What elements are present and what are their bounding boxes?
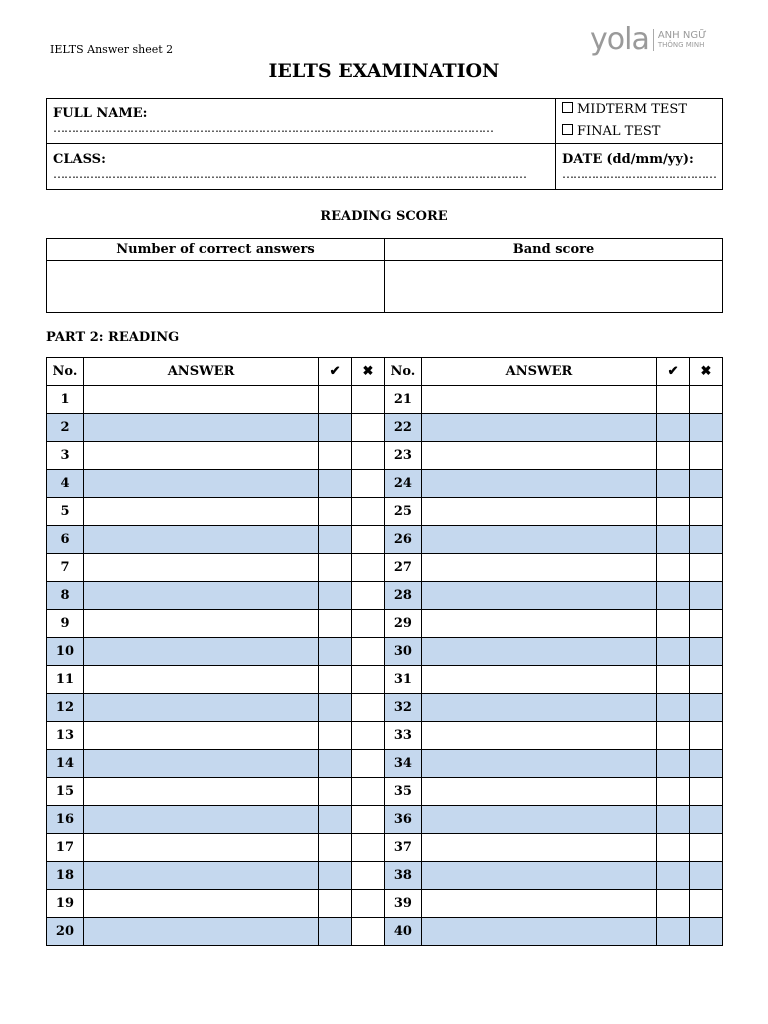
answer-field[interactable] bbox=[421, 666, 656, 694]
correct-mark-field[interactable] bbox=[319, 918, 352, 946]
answer-field[interactable] bbox=[83, 694, 318, 722]
question-number: 35 bbox=[384, 778, 421, 806]
incorrect-mark-field[interactable] bbox=[352, 470, 385, 498]
table-row bbox=[47, 834, 723, 862]
table-row bbox=[47, 554, 723, 582]
answer-field[interactable] bbox=[83, 862, 318, 890]
incorrect-mark-field[interactable] bbox=[690, 694, 723, 722]
date-line[interactable]: …………………………………… bbox=[562, 167, 716, 181]
table-row bbox=[47, 470, 723, 498]
incorrect-mark-field[interactable] bbox=[352, 386, 385, 414]
answer-field[interactable] bbox=[421, 890, 656, 918]
cross-icon: ✖ bbox=[352, 358, 385, 386]
correct-mark-field[interactable] bbox=[319, 862, 352, 890]
incorrect-mark-field[interactable] bbox=[352, 834, 385, 862]
incorrect-mark-field[interactable] bbox=[690, 890, 723, 918]
correct-mark-field[interactable] bbox=[657, 890, 690, 918]
correct-mark-field[interactable] bbox=[657, 498, 690, 526]
midterm-checkbox-icon[interactable] bbox=[562, 102, 573, 113]
incorrect-mark-field[interactable] bbox=[352, 778, 385, 806]
incorrect-mark-field[interactable] bbox=[690, 386, 723, 414]
answer-field[interactable] bbox=[83, 442, 318, 470]
incorrect-mark-field[interactable] bbox=[352, 918, 385, 946]
correct-mark-field[interactable] bbox=[319, 722, 352, 750]
col-answer-left: ANSWER bbox=[83, 358, 318, 386]
answer-field[interactable] bbox=[83, 722, 318, 750]
answer-field[interactable] bbox=[421, 414, 656, 442]
correct-mark-field[interactable] bbox=[319, 442, 352, 470]
question-number: 37 bbox=[384, 834, 421, 862]
correct-mark-field[interactable] bbox=[319, 582, 352, 610]
date-cell[interactable] bbox=[556, 144, 723, 190]
correct-mark-field[interactable] bbox=[319, 610, 352, 638]
table-row bbox=[47, 498, 723, 526]
final-label: FINAL TEST bbox=[577, 124, 661, 139]
incorrect-mark-field[interactable] bbox=[352, 890, 385, 918]
correct-answers-header: Number of correct answers bbox=[47, 239, 385, 261]
correct-mark-field[interactable] bbox=[319, 414, 352, 442]
col-no-right: No. bbox=[384, 358, 421, 386]
logo-tagline-line2: THÔNG MINH bbox=[657, 40, 705, 49]
answer-field[interactable] bbox=[83, 638, 318, 666]
answer-field[interactable] bbox=[83, 806, 318, 834]
question-number: 12 bbox=[47, 694, 84, 722]
incorrect-mark-field[interactable] bbox=[690, 554, 723, 582]
table-row bbox=[47, 890, 723, 918]
question-number: 10 bbox=[47, 638, 84, 666]
question-number: 27 bbox=[384, 554, 421, 582]
answer-field[interactable] bbox=[421, 750, 656, 778]
table-row bbox=[47, 526, 723, 554]
answer-field[interactable] bbox=[421, 610, 656, 638]
table-row bbox=[47, 694, 723, 722]
question-number: 9 bbox=[47, 610, 84, 638]
question-number: 32 bbox=[384, 694, 421, 722]
midterm-option[interactable] bbox=[562, 99, 716, 121]
correct-mark-field[interactable] bbox=[657, 414, 690, 442]
incorrect-mark-field[interactable] bbox=[352, 498, 385, 526]
yola-logo bbox=[590, 22, 707, 58]
question-number: 6 bbox=[47, 526, 84, 554]
correct-mark-field[interactable] bbox=[657, 526, 690, 554]
question-number: 28 bbox=[384, 582, 421, 610]
incorrect-mark-field[interactable] bbox=[352, 610, 385, 638]
correct-mark-field[interactable] bbox=[319, 386, 352, 414]
answer-field[interactable] bbox=[83, 470, 318, 498]
question-number: 31 bbox=[384, 666, 421, 694]
answer-field[interactable] bbox=[421, 526, 656, 554]
answer-field[interactable] bbox=[421, 582, 656, 610]
full-name-label: FULL NAME: bbox=[53, 106, 148, 121]
incorrect-mark-field[interactable] bbox=[352, 554, 385, 582]
correct-mark-field[interactable] bbox=[657, 470, 690, 498]
correct-mark-field[interactable] bbox=[657, 694, 690, 722]
correct-mark-field[interactable] bbox=[657, 582, 690, 610]
incorrect-mark-field[interactable] bbox=[690, 918, 723, 946]
correct-mark-field[interactable] bbox=[657, 386, 690, 414]
table-row bbox=[47, 862, 723, 890]
answer-field[interactable] bbox=[421, 498, 656, 526]
answer-field[interactable] bbox=[421, 778, 656, 806]
answer-field[interactable] bbox=[421, 722, 656, 750]
answer-field[interactable] bbox=[83, 414, 318, 442]
question-number: 19 bbox=[47, 890, 84, 918]
answer-field[interactable] bbox=[421, 694, 656, 722]
question-number: 21 bbox=[384, 386, 421, 414]
question-number: 24 bbox=[384, 470, 421, 498]
table-row bbox=[47, 414, 723, 442]
answer-field[interactable] bbox=[421, 386, 656, 414]
incorrect-mark-field[interactable] bbox=[352, 666, 385, 694]
question-number: 8 bbox=[47, 582, 84, 610]
answer-field[interactable] bbox=[83, 582, 318, 610]
incorrect-mark-field[interactable] bbox=[352, 638, 385, 666]
incorrect-mark-field[interactable] bbox=[352, 862, 385, 890]
answer-field[interactable] bbox=[421, 918, 656, 946]
check-icon: ✔ bbox=[319, 358, 352, 386]
correct-mark-field[interactable] bbox=[657, 666, 690, 694]
cross-icon: ✖ bbox=[690, 358, 723, 386]
table-row bbox=[47, 386, 723, 414]
question-number: 11 bbox=[47, 666, 84, 694]
answer-field[interactable] bbox=[83, 890, 318, 918]
correct-mark-field[interactable] bbox=[657, 778, 690, 806]
incorrect-mark-field[interactable] bbox=[690, 582, 723, 610]
incorrect-mark-field[interactable] bbox=[690, 498, 723, 526]
question-number: 22 bbox=[384, 414, 421, 442]
table-row bbox=[47, 442, 723, 470]
correct-mark-field[interactable] bbox=[319, 806, 352, 834]
check-icon: ✔ bbox=[657, 358, 690, 386]
question-number: 16 bbox=[47, 806, 84, 834]
incorrect-mark-field[interactable] bbox=[352, 722, 385, 750]
incorrect-mark-field[interactable] bbox=[690, 834, 723, 862]
incorrect-mark-field[interactable] bbox=[690, 470, 723, 498]
reading-score-heading: READING SCORE bbox=[320, 209, 448, 224]
incorrect-mark-field[interactable] bbox=[352, 442, 385, 470]
question-number: 4 bbox=[47, 470, 84, 498]
question-number: 26 bbox=[384, 526, 421, 554]
full-name-cell[interactable] bbox=[47, 99, 556, 144]
correct-mark-field[interactable] bbox=[657, 806, 690, 834]
question-number: 1 bbox=[47, 386, 84, 414]
table-row bbox=[47, 666, 723, 694]
incorrect-mark-field[interactable] bbox=[690, 610, 723, 638]
incorrect-mark-field[interactable] bbox=[690, 862, 723, 890]
table-row bbox=[47, 722, 723, 750]
answer-field[interactable] bbox=[421, 638, 656, 666]
answer-field[interactable] bbox=[421, 862, 656, 890]
correct-mark-field[interactable] bbox=[319, 470, 352, 498]
incorrect-mark-field[interactable] bbox=[352, 806, 385, 834]
answer-field[interactable] bbox=[83, 610, 318, 638]
answer-field[interactable] bbox=[83, 554, 318, 582]
correct-mark-field[interactable] bbox=[657, 722, 690, 750]
question-number: 2 bbox=[47, 414, 84, 442]
table-row bbox=[47, 806, 723, 834]
incorrect-mark-field[interactable] bbox=[690, 638, 723, 666]
answer-field[interactable] bbox=[83, 918, 318, 946]
incorrect-mark-field[interactable] bbox=[690, 414, 723, 442]
question-number: 30 bbox=[384, 638, 421, 666]
correct-mark-field[interactable] bbox=[319, 778, 352, 806]
col-no-left: No. bbox=[47, 358, 84, 386]
test-type-cell bbox=[556, 99, 723, 144]
answer-field[interactable] bbox=[421, 834, 656, 862]
incorrect-mark-field[interactable] bbox=[690, 806, 723, 834]
correct-mark-field[interactable] bbox=[657, 554, 690, 582]
correct-mark-field[interactable] bbox=[319, 526, 352, 554]
final-option[interactable] bbox=[562, 121, 716, 143]
table-row bbox=[47, 638, 723, 666]
incorrect-mark-field[interactable] bbox=[690, 666, 723, 694]
date-format: (dd/mm/yy): bbox=[606, 152, 694, 167]
incorrect-mark-field[interactable] bbox=[352, 694, 385, 722]
incorrect-mark-field[interactable] bbox=[690, 442, 723, 470]
correct-mark-field[interactable] bbox=[319, 638, 352, 666]
logo-tagline-line1: ANH NGỮ bbox=[657, 30, 707, 42]
full-name-line[interactable]: ………………………………………………………………………………………………………… bbox=[53, 121, 493, 135]
logo-divider bbox=[653, 29, 654, 51]
incorrect-mark-field[interactable] bbox=[352, 526, 385, 554]
class-label: CLASS: bbox=[53, 151, 106, 167]
question-number: 18 bbox=[47, 862, 84, 890]
date-label: DATE bbox=[562, 152, 603, 167]
band-score-header: Band score bbox=[385, 239, 723, 261]
correct-mark-field[interactable] bbox=[657, 442, 690, 470]
answer-field[interactable] bbox=[421, 442, 656, 470]
question-number: 40 bbox=[384, 918, 421, 946]
question-number: 14 bbox=[47, 750, 84, 778]
question-number: 23 bbox=[384, 442, 421, 470]
question-number: 29 bbox=[384, 610, 421, 638]
student-info-table bbox=[46, 98, 723, 190]
part-heading: PART 2: READING bbox=[46, 330, 180, 345]
class-line[interactable]: ………………………………………………………………………………………………………………… bbox=[53, 166, 526, 181]
incorrect-mark-field[interactable] bbox=[690, 750, 723, 778]
document-label: IELTS Answer sheet 2 bbox=[50, 43, 174, 56]
correct-mark-field[interactable] bbox=[657, 610, 690, 638]
question-number: 13 bbox=[47, 722, 84, 750]
question-number: 3 bbox=[47, 442, 84, 470]
correct-mark-field[interactable] bbox=[319, 750, 352, 778]
correct-mark-field[interactable] bbox=[319, 498, 352, 526]
question-number: 20 bbox=[47, 918, 84, 946]
correct-mark-field[interactable] bbox=[319, 694, 352, 722]
answer-field[interactable] bbox=[83, 834, 318, 862]
page-title: IELTS EXAMINATION bbox=[268, 60, 500, 82]
answer-field[interactable] bbox=[83, 778, 318, 806]
answer-field[interactable] bbox=[83, 386, 318, 414]
answer-field[interactable] bbox=[83, 526, 318, 554]
incorrect-mark-field[interactable] bbox=[690, 778, 723, 806]
logo-tagline bbox=[658, 31, 707, 49]
question-number: 17 bbox=[47, 834, 84, 862]
col-answer-right: ANSWER bbox=[421, 358, 656, 386]
answer-field[interactable] bbox=[83, 498, 318, 526]
question-number: 15 bbox=[47, 778, 84, 806]
correct-mark-field[interactable] bbox=[319, 554, 352, 582]
incorrect-mark-field[interactable] bbox=[352, 582, 385, 610]
incorrect-mark-field[interactable] bbox=[690, 526, 723, 554]
question-number: 5 bbox=[47, 498, 84, 526]
correct-mark-field[interactable] bbox=[657, 638, 690, 666]
table-row bbox=[47, 918, 723, 946]
answer-field[interactable] bbox=[421, 806, 656, 834]
incorrect-mark-field[interactable] bbox=[352, 414, 385, 442]
answer-field[interactable] bbox=[83, 666, 318, 694]
question-number: 39 bbox=[384, 890, 421, 918]
question-number: 34 bbox=[384, 750, 421, 778]
correct-mark-field[interactable] bbox=[319, 890, 352, 918]
question-number: 7 bbox=[47, 554, 84, 582]
answer-rows bbox=[47, 386, 723, 946]
correct-mark-field[interactable] bbox=[319, 666, 352, 694]
logo-brand: yola bbox=[590, 22, 649, 57]
incorrect-mark-field[interactable] bbox=[690, 722, 723, 750]
correct-mark-field[interactable] bbox=[657, 862, 690, 890]
question-number: 36 bbox=[384, 806, 421, 834]
answer-grid bbox=[46, 357, 723, 946]
final-checkbox-icon[interactable] bbox=[562, 124, 573, 135]
question-number: 33 bbox=[384, 722, 421, 750]
table-row bbox=[47, 610, 723, 638]
table-row bbox=[47, 750, 723, 778]
correct-mark-field[interactable] bbox=[319, 834, 352, 862]
question-number: 25 bbox=[384, 498, 421, 526]
class-cell[interactable] bbox=[47, 144, 556, 190]
correct-mark-field[interactable] bbox=[657, 750, 690, 778]
table-row bbox=[47, 582, 723, 610]
incorrect-mark-field[interactable] bbox=[352, 750, 385, 778]
table-row bbox=[47, 778, 723, 806]
answer-field[interactable] bbox=[421, 470, 656, 498]
answer-field[interactable] bbox=[83, 750, 318, 778]
answer-field[interactable] bbox=[421, 554, 656, 582]
correct-answers-field[interactable] bbox=[47, 261, 385, 313]
question-number: 38 bbox=[384, 862, 421, 890]
midterm-label: MIDTERM TEST bbox=[577, 102, 687, 117]
correct-mark-field[interactable] bbox=[657, 834, 690, 862]
reading-score-table bbox=[46, 238, 723, 313]
correct-mark-field[interactable] bbox=[657, 918, 690, 946]
band-score-field[interactable] bbox=[385, 261, 723, 313]
